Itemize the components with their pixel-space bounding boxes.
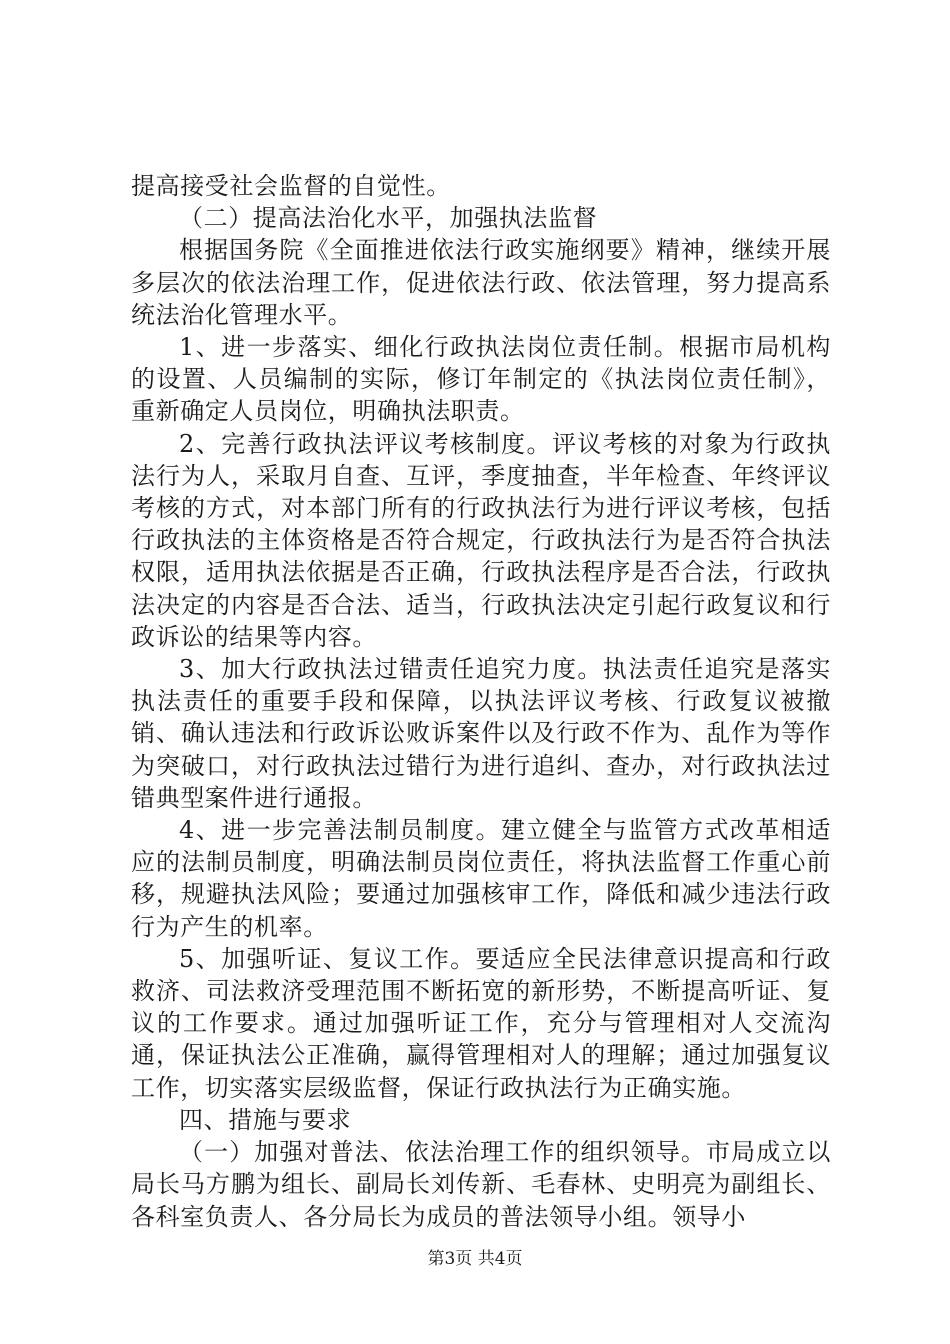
paragraph-3: 根据国务院《全面推进依法行政实施纲要》精神，继续开展多层次的依法治理工作，促进依法行政、依法管理，努力提高系统法治化管理水平。 (131, 236, 831, 329)
list-item-1: 1、进一步落实、细化行政执法岗位责任制。根据市局机构的设置、人员编制的实际，修订年制定的《执法岗位责任制》，重新确定人员岗位，明确执法职责。 (131, 333, 831, 426)
document-body (131, 170, 831, 1233)
list-item-4: 4、进一步完善法制员制度。建立健全与监管方式改革相适应的法制员制度，明确法制员岗位责任，将执法监督工作重心前移，规避执法风险；要通过加强核审工作，降低和减少违法行政行为产生的机率。 (131, 816, 831, 941)
page-number-footer: 第3页 共4页 (427, 1249, 523, 1269)
section-heading-4: 四、措施与要求 (179, 1105, 352, 1134)
list-item-2: 2、完善行政执法评议考核制度。评议考核的对象为行政执法行为人，采取月自查、互评，季度抽查，半年检查、年终评议考核的方式，对本部门所有的行政执法行为进行评议考核，包括行政执法的主体资格是否符合规定，行政执法行为是否符合执法权限，适用执法依据是否正确，行政执法程序是否合法，行政执法决定的内容是否合法、适当，行政执法决定引起行政复议和行政诉讼的结果等内容。 (131, 429, 831, 651)
list-item-3: 3、加大行政执法过错责任追究力度。执法责任追究是落实执法责任的重要手段和保障，以执法评议考核、行政复议被撤销、确认违法和行政诉讼败诉案件以及行政不作为、乱作为等作为突破口，对行政执法过错行为进行追纠、查办，对行政执法过错典型案件进行通报。 (131, 655, 831, 812)
paragraph-10: （一）加强对普法、依法治理工作的组织领导。市局成立以局长马方鹏为组长、副局长刘传新、毛春林、史明亮为副组长、各科室负责人、各分局长为成员的普法领导小组。领导小 (131, 1138, 831, 1231)
list-item-5: 5、加强听证、复议工作。要适应全民法律意识提高和行政救济、司法救济受理范围不断拓宽的新形势，不断提高听证、复议的工作要求。通过加强听证工作，充分与管理相对人交流沟通，保证执法公正准确，赢得管理相对人的理解；通过加强复议工作，切实落实层级监督，保证行政执法行为正确实施。 (131, 944, 831, 1102)
section-heading-2: （二）提高法治化水平，加强执法监督 (179, 204, 598, 233)
paragraph-1: 提高接受社会监督的自觉性。 (131, 172, 451, 200)
